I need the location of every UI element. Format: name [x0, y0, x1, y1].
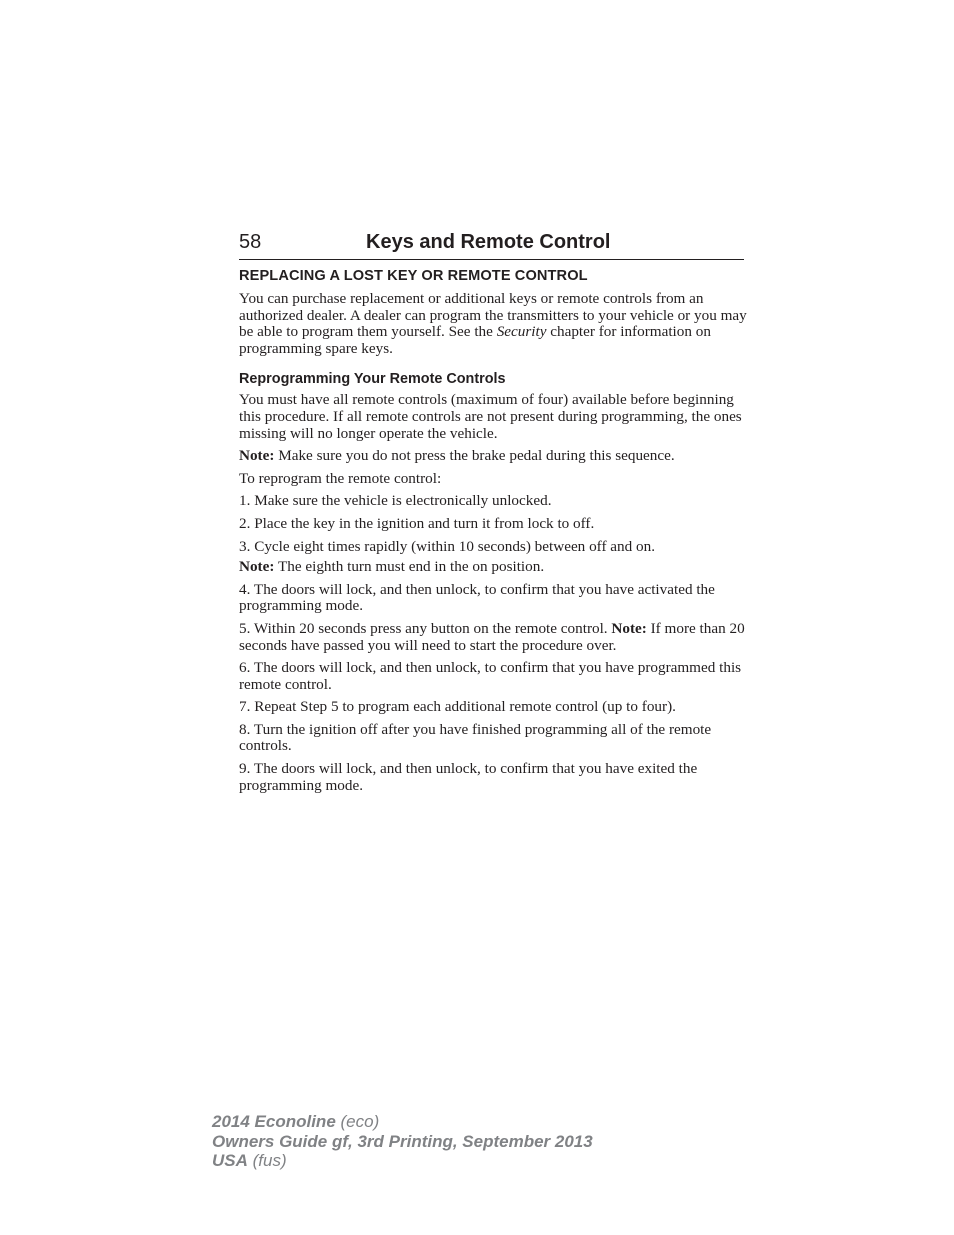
- intro-paragraph: You can purchase replacement or additional keys or remote controls from an authorized dealer. A dealer can program the transmitters to your vehicle or you may be able to program them yourself. See the Security chapter for information on programming spare keys.: [239, 290, 747, 357]
- subsection-heading: Reprogramming Your Remote Controls: [239, 371, 506, 388]
- page-footer: [212, 1112, 593, 1171]
- step-8: 8. Turn the ignition off after you have finished programming all of the remote controls.: [239, 720, 712, 755]
- step-1: 1. Make sure the vehicle is electronically unlocked.: [239, 492, 552, 510]
- footer-printing-line: Owners Guide gf, 3rd Printing, September 2013: [212, 1131, 593, 1151]
- step-5: 5. Within 20 seconds press any button on the remote control. Note: If more than 20 seconds have passed you will need to start the procedure over.: [239, 619, 745, 654]
- page-content: [239, 266, 749, 800]
- step-3: 3. Cycle eight times rapidly (within 10 seconds) between off and on.: [239, 537, 656, 555]
- footer-market-line: USA (fus): [212, 1151, 287, 1171]
- section-heading: REPLACING A LOST KEY OR REMOTE CONTROL: [239, 268, 588, 284]
- security-chapter-reference: Security: [496, 323, 547, 341]
- step-4: 4. The doors will lock, and then unlock, to confirm that you have activated the programming mode.: [239, 580, 715, 615]
- step-7: 7. Repeat Step 5 to program each additional remote control (up to four).: [239, 698, 676, 716]
- step-6: 6. The doors will lock, and then unlock, to confirm that you have programmed this remote control.: [239, 659, 742, 693]
- footer-model-line: 2014 Econoline (eco): [212, 1112, 380, 1131]
- note-label: Note:: [239, 447, 275, 465]
- reprogram-intro: You must have all remote controls (maximum of four) available before beginning this procedure. If all remote controls are not present during programming, the ones missing will no longer operate the vehicle.: [239, 391, 742, 442]
- note-label: Note:: [611, 619, 647, 637]
- step-2: 2. Place the key in the ignition and turn it from lock to off.: [239, 514, 595, 532]
- reprogram-lead: To reprogram the remote control:: [239, 469, 442, 487]
- note-label: Note:: [239, 558, 275, 576]
- page-number: 58: [239, 231, 262, 253]
- chapter-title: Keys and Remote Control: [366, 231, 611, 253]
- page-header: [239, 229, 744, 260]
- step-9: 9. The doors will lock, and then unlock, to confirm that you have exited the programming mode.: [239, 760, 698, 794]
- note-eighth-turn: Note: The eighth turn must end in the on position.: [239, 558, 545, 576]
- note-brake-pedal: Note: Make sure you do not press the brake pedal during this sequence.: [239, 447, 675, 465]
